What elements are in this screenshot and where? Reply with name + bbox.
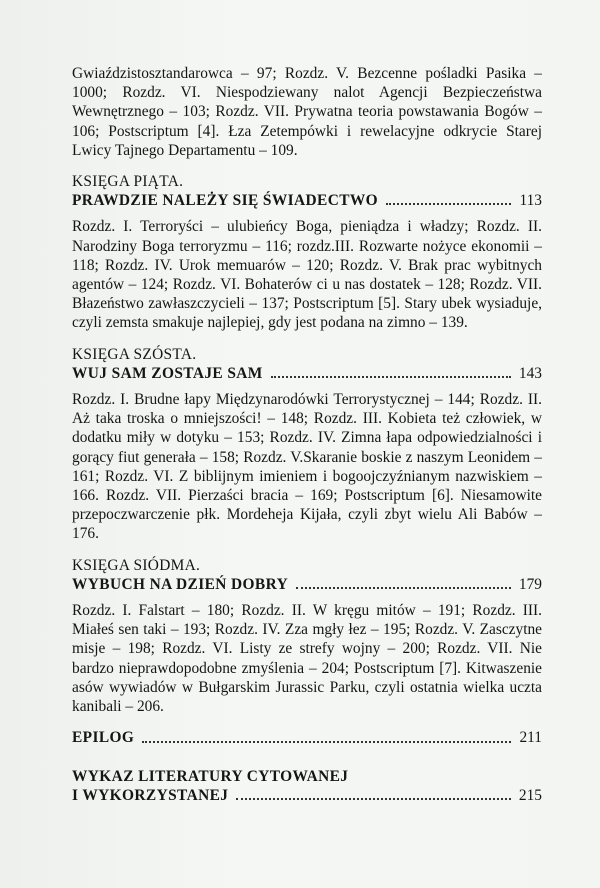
book-label: KSIĘGA SZÓSTA.: [72, 345, 197, 363]
toc-entry-bibliography[interactable]: [72, 767, 542, 805]
table-of-contents: [72, 64, 542, 805]
page-number: 215: [518, 786, 542, 804]
book-title: WUJ SAM ZOSTAJE SAM: [72, 364, 263, 382]
toc-entry[interactable]: [72, 191, 542, 210]
page-number: 179: [518, 575, 542, 593]
book-title: PRAWDZIE NALEŻY SIĘ ŚWIADECTWO: [72, 192, 379, 210]
epilog-title: EPILOG: [72, 729, 135, 747]
dot-leader: [236, 797, 511, 800]
dot-leader: [142, 740, 511, 743]
bibliography-title-line2: I WYKORZYSTANEJ: [72, 786, 229, 804]
book-description: Rozdz. I. Brudne łapy Międzynarodówki Terrorystycznej – 144; Rozdz. II. Aż taka troska o mniejszości! – 148; Rozdz. III. Kobieta też człowiek, w dodatku miły w dotyku – 153; Rozdz. IV. Zimna łapa odpowiedzialności i gorący fiut generała – 158; Rozdz. V.Skaranie boskie z naszym Leonidem – 161; Rozdz. VI. Z biblijnym imieniem i bogoojczyźnianym nazwiskiem – 166. Rozdz. VII. Pierzaści bracia – 169; Postscriptum [6]. Niesamowite przepoczwarczenie płk. Mordeheja Kijała, czyli zbyt wielu Ali Babów – 176.: [72, 391, 542, 543]
book-title: WYBUCH NA DZIEŃ DOBRY: [72, 575, 289, 593]
toc-entry-epilog[interactable]: [72, 728, 542, 747]
page-number: 211: [519, 729, 542, 747]
page-number: 143: [518, 364, 542, 382]
book-label: KSIĘGA PIĄTA.: [72, 173, 184, 191]
dot-leader: [386, 202, 511, 205]
book-description: Rozdz. I. Falstart – 180; Rozdz. II. W kręgu mitów – 191; Rozdz. III. Miałeś sen taki – 193; Rozdz. IV. Zza mgły łez – 195; Rozdz. V. Zasczytne misje – 198; Rozdz. VI. Listy ze strefy wojny – 200; Rozdz. VII. Nie bardzo nieprawdopodobne zmyślenia – 204; Postscriptum [7]. Kitwaszenie asów wywiadów w Bułgarskim Jurassic Parku, czyli ostatnia wielka uczta kanibali – 206.: [72, 602, 542, 716]
page-number: 113: [519, 192, 542, 210]
dot-leader: [271, 375, 511, 378]
book-description: Rozdz. I. Terroryści – ulubieńcy Boga, pieniądza i władzy; Rozdz. II. Narodziny Boga terroryzmu – 116; rozdz.III. Rozwarte nożyce ekonomii – 118; Rozdz. IV. Urok memuarów – 120; Rozdz. V. Brak prac wybitnych agentów – 124; Rozdz. VI. Bohaterów ci u nas dostatek – 128; Rozdz. VII. Błazeństwo zawłaszczycieli – 137; Postscriptum [5]. Stary ubek wysiaduje, czyli zemsta smakuje najlepiej, gdy jest podana na zimno – 139.: [72, 218, 542, 332]
toc-entry[interactable]: [72, 575, 542, 594]
bibliography-title-line1: WYKAZ LITERATURY CYTOWANEJ: [72, 767, 349, 785]
book-label: KSIĘGA SIÓDMA.: [72, 556, 201, 574]
toc-entry[interactable]: [72, 364, 542, 383]
dot-leader: [296, 586, 511, 589]
book-section-5: [72, 172, 542, 333]
book-section-7: [72, 556, 542, 717]
intro-paragraph: Gwiaździstosztandarowca – 97; Rozdz. V. Bezcenne pośladki Pasika – 1000; Rozdz. VI. Niespodziewany nalot Agencji Bezpieczeństwa Wewnętrznego – 103; Rozdz. VII. Prywatna teoria powstawania Bogów – 106; Postscriptum [4]. Łza Zetempówki i rewelacyjne odkrycie Starej Lwicy Tajnego Departamentu – 109.: [72, 65, 542, 159]
book-section-6: [72, 345, 542, 544]
